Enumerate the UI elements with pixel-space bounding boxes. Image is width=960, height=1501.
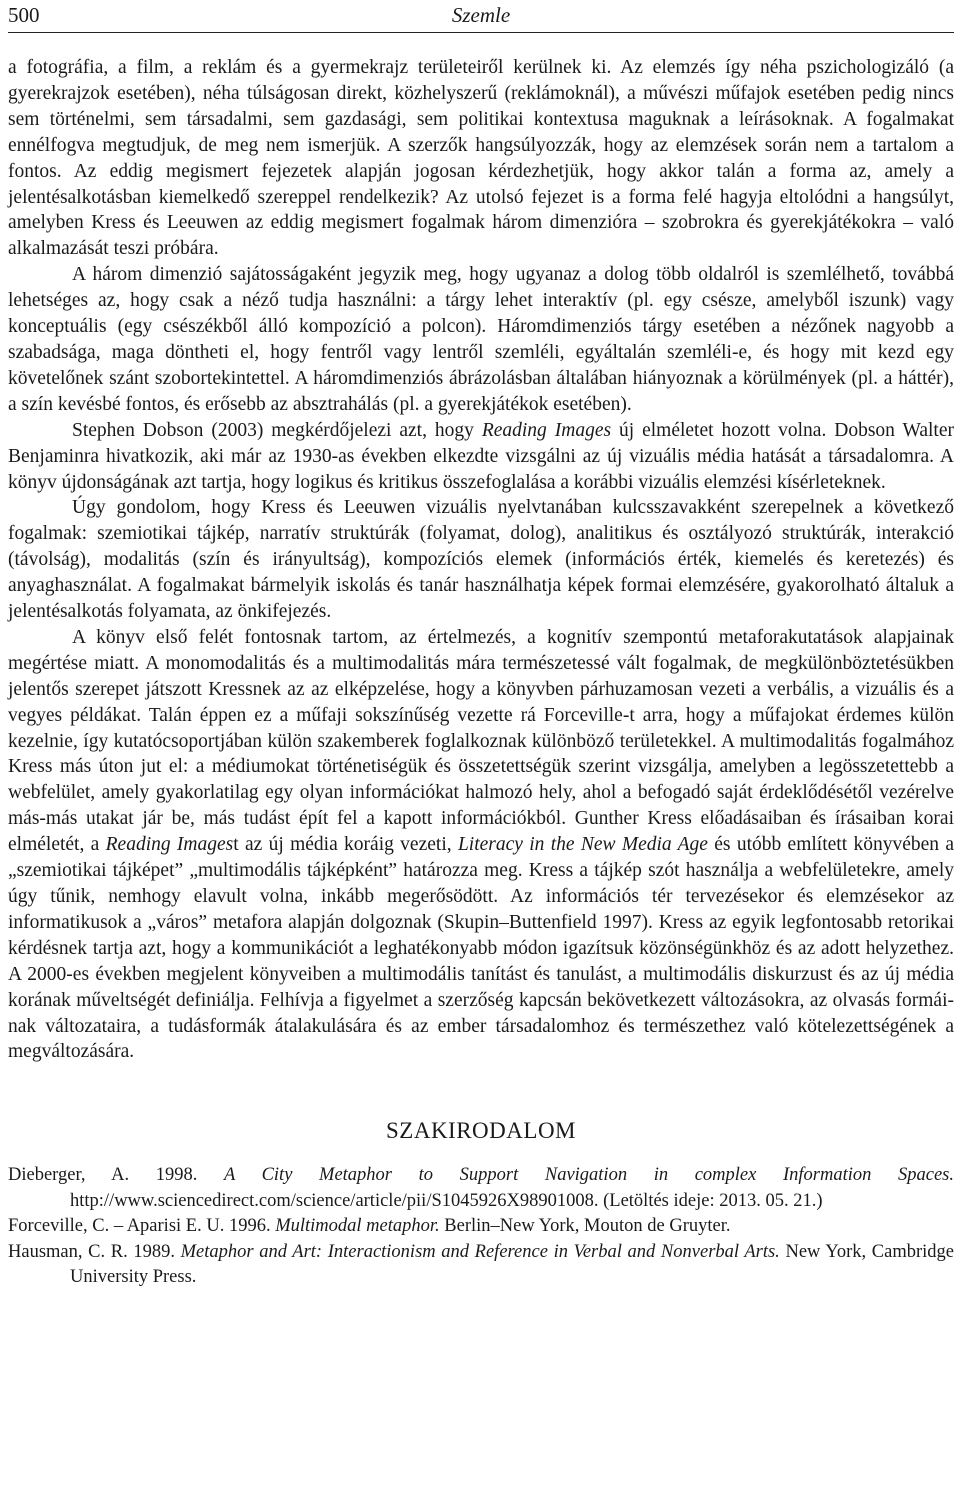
bibliography-entry <box>8 1163 954 1214</box>
paragraph <box>8 418 954 496</box>
paragraph <box>8 55 954 262</box>
italic-text-run: Metaphor and Art: Interactionism and Reference in Verbal and Nonverbal Arts. <box>180 1241 780 1262</box>
italic-text-run: Reading Images <box>481 419 612 441</box>
italic-text-run: Reading Images <box>105 834 234 856</box>
text-run: A könyv első felét fontosnak tartom, az értelmezés, a kognitív szempontú metaforakutatások alapjainak megértése miatt. A monomodalitás és a multimodalitás mára természetessé vált fogalmak, de megkülönböztetésükben jelentős szerepet játszott Kressnek az az elképzelése, hogy a könyvben párhuzamosan vezeti a verbális, a vizuális és a vegyes példákat. Talán éppen ez a műfaji sokszínűség vezette rá Forceville-t arra, hogy a műfajokat érdemes külön kezelnie, így kutatócsoportjában külön szakemberek foglalkoznak különböző területekkel. A multimodalitás fogalmához Kress más úton jut el: a médiumokat történetiségük és összetettségük szerint vizsgálja, amelyben a legösszetettebb a webfelület, amely gyakorlatilag egy olyan információkat halmozó hely, ahol a befogadó saját érdeklődésétől vezérelve más-más utakat jár be, más tudást épít fel a kapott információkból. Gunther Kress előadásaiban és írásaiban korai elméletét, a <box>8 626 954 856</box>
body-text <box>8 55 954 1065</box>
bibliography-entry <box>8 1214 954 1240</box>
italic-text-run: Multimodal metaphor. <box>275 1216 440 1237</box>
running-title: Szemle <box>451 3 511 27</box>
text-run: Forceville, C. – Aparisi E. U. 1996. <box>8 1216 276 1237</box>
bibliography-title: SZAKIRODALOM <box>386 1118 576 1144</box>
paragraph <box>8 262 954 417</box>
text-run: és utóbb említett könyvében a „szemiotikai tájképet” „multimodális tájképként” határozza meg. Kress a tájkép szót használja a webfelületekre, amely úgy tűnik, nemhogy elavult volna, inkább megerősödött. Az információs tér tervezésekor és elemzésekor az informatikusok a „város” metafora alapján dolgoznak (Skupin–Buttenfield 1997). Kress az egyik legfontosabb retorikai kérdésnek tartja azt, hogy a kommunikációt a leghatékonyabb módon igazítsuk közönségünkhöz és az adott helyzethez. A 2000-es években megjelent könyveiben a multimodális tanítást és tanulást, a multimodális diskurzust és az új média korának műveltségét definiálja. Felhívja a figyelmet a szerzőség kapcsán bekövetkezett változásokra, az olvasás formáinak változataira, a tudásformák átalakulására és az ember társadalomhoz és természethez való kötelezettségének a megváltozására. <box>8 834 954 1063</box>
text-run: New York, Cambridge University Press. <box>70 1241 954 1288</box>
text-run: A három dimenzió sajátosságaként jegyzik meg, hogy ugyanaz a dolog több oldalról is szemlélhető, továbbá lehetséges az, hogy csak a néző tudja használni: a tárgy lehet interaktív (pl. egy csésze, amelyből iszunk) vagy konceptuális (egy csészékből álló kompozíció a polcon). Háromdimenziós tárgy esetében a nézőnek nagyobb a szabadsága, maga döntheti el, hogy fentről vagy lentről szemléli, egyáltalán szemléli-e, és hogy mit kezd egy követelőnek szánt szobortekintettel. A háromdimenziós ábrázolásban általában hiányoznak a körülmények (pl. a háttér), a szín kevésbé fontos, és erősebb az absztrahálás (pl. a gyerekjátékok esetében). <box>8 264 954 415</box>
paragraph <box>8 495 954 625</box>
bibliography-entry <box>8 1240 954 1291</box>
text-run: t az új média koráig vezeti, <box>233 834 458 856</box>
text-run: Dieberger, A. 1998. <box>8 1165 224 1186</box>
text-run: http://www.sciencedirect.com/science/article/pii/S1045926X98901008. (Letöltés ideje: 2013. 05. 21.) <box>70 1190 823 1211</box>
page-header <box>8 0 954 33</box>
bibliography-list <box>8 1163 954 1291</box>
text-run: Úgy gondolom, hogy Kress és Leeuwen vizuális nyelvtanában kulcsszavakként szerepelnek a következő fogalmak: szemiotikai tájkép, narratív struktúrák (folyamat, dolog), analitikus és osztályozó struktúrák, interakció (távolság), modalitás (szín és irányultság), kompozíciós elemek (információs érték, kiemelés és keretezés) és anyaghasználat. A fogalmakat bármelyik iskolás és tanár használhatja képek formai elemzésére, gyakorolható általuk a jelentésalkotás folyamata, az önkifejezés. <box>8 497 954 623</box>
document-page <box>8 0 954 1291</box>
italic-text-run: Literacy in the New Media Age <box>457 834 708 856</box>
text-run: Hausman, C. R. 1989. <box>8 1241 181 1262</box>
text-run: új elméletet hozott volna. Dobson Walter Benjaminra hivatkozik, aki már az 1930-as években elkezdte vizsgálni az új vizuális média hatását a társadalomra. A könyv újdonságának azt tartja, hogy logikus és kritikus összefoglalása a korábbi vizuális elemzési kísérleteknek. <box>8 419 954 493</box>
text-run: Stephen Dobson (2003) megkérdőjelezi azt, hogy <box>72 419 482 441</box>
italic-text-run: A City Metaphor to Support Navigation in complex Information Spaces. <box>223 1165 954 1186</box>
page-number: 500 <box>8 3 40 27</box>
paragraph <box>8 625 954 1065</box>
text-run: Berlin–New York, Mouton de Gruyter. <box>439 1216 731 1237</box>
text-run: a fotográfia, a film, a reklám és a gyermekrajz területeiről kerülnek ki. Az elemzés így néha pszichologizáló (a gyerekrajzok esetében), néha túlságosan direkt, közhelyszerű (reklámoknál), a művészi műfajok esetében pedig nincs sem történelmi, sem társadalmi, sem gazdasági, sem politikai kontextusa maguknak a leírásoknak. A fogalmakat ennélfogva megtudjuk, de meg nem ismerjük. A szerzők hangsúlyozzák, hogy az elemzések során nem a tartalom a fontos. Az eddig megismert fejezetek alapján jogosan kérdezhetjük, hogy akkor talán a forma az, amely a jelentésalkotásban kiemelkedő szereppel rendelkezik? Az utolsó fejezet is a forma felé hagyja eltolódni a hangsúlyt, amelyben Kress és Leeuwen az eddig megismert fogalmak három dimenzióra – szobrokra és gyerekjátékokra – való alkalmazását teszi próbára. <box>8 57 954 260</box>
